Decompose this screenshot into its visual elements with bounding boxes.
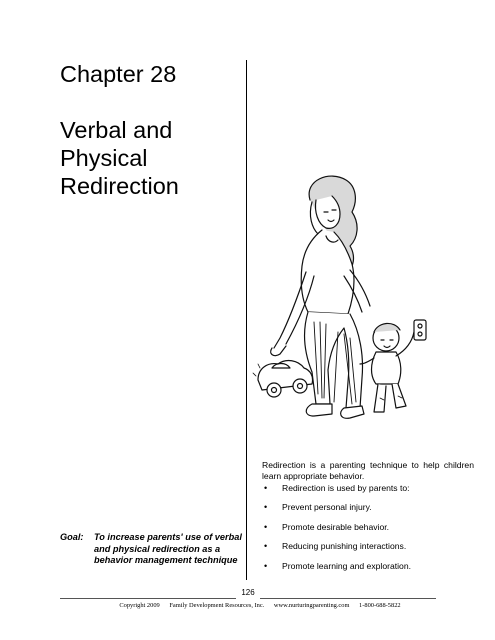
page-number: 126: [238, 588, 258, 598]
goal-label: Goal:: [60, 532, 84, 542]
chapter-number: Chapter 28: [60, 61, 177, 87]
footer-phone: 1-800-688-5822: [359, 602, 401, 609]
intro-paragraph: Redirection is a parenting technique to help children learn appropriate behavior.: [262, 460, 474, 481]
chapter-title-line-2: Physical: [60, 145, 148, 171]
bullet-icon: •: [264, 560, 268, 571]
footer-publisher: Family Development Resources, Inc.: [169, 602, 265, 609]
bullet-icon: •: [264, 521, 268, 532]
footer-rule-right: [260, 598, 436, 599]
bullet-icon: •: [264, 502, 268, 513]
list-item: • Prevent personal injury.: [264, 502, 372, 513]
chapter-title-line-3: Redirection: [60, 173, 179, 199]
bullet-list: [262, 483, 474, 571]
footer-copyright: Copyright 2009: [119, 602, 160, 609]
bullet-icon: •: [264, 541, 268, 552]
bullet-icon: •: [264, 483, 268, 493]
list-item: • Promote desirable behavior.: [264, 521, 390, 532]
chapter-title: [60, 60, 240, 200]
footer-rule-left: [60, 598, 236, 599]
list-item: • Reducing punishing interactions.: [264, 541, 407, 552]
chapter-title-line-1: Verbal and: [60, 117, 173, 143]
footer-website: www.nurturingparenting.com: [273, 602, 350, 609]
mother-and-toddler-with-toy-car-illustration: [252, 172, 442, 434]
footer: [60, 602, 460, 610]
vertical-divider: [246, 60, 247, 580]
list-item: • Promote learning and exploration.: [264, 560, 411, 571]
list-item: • Redirection is used by parents to:: [264, 483, 410, 493]
goal-text: To increase parents' use of verbal and physical redirection as a behavior management technique: [94, 532, 242, 565]
